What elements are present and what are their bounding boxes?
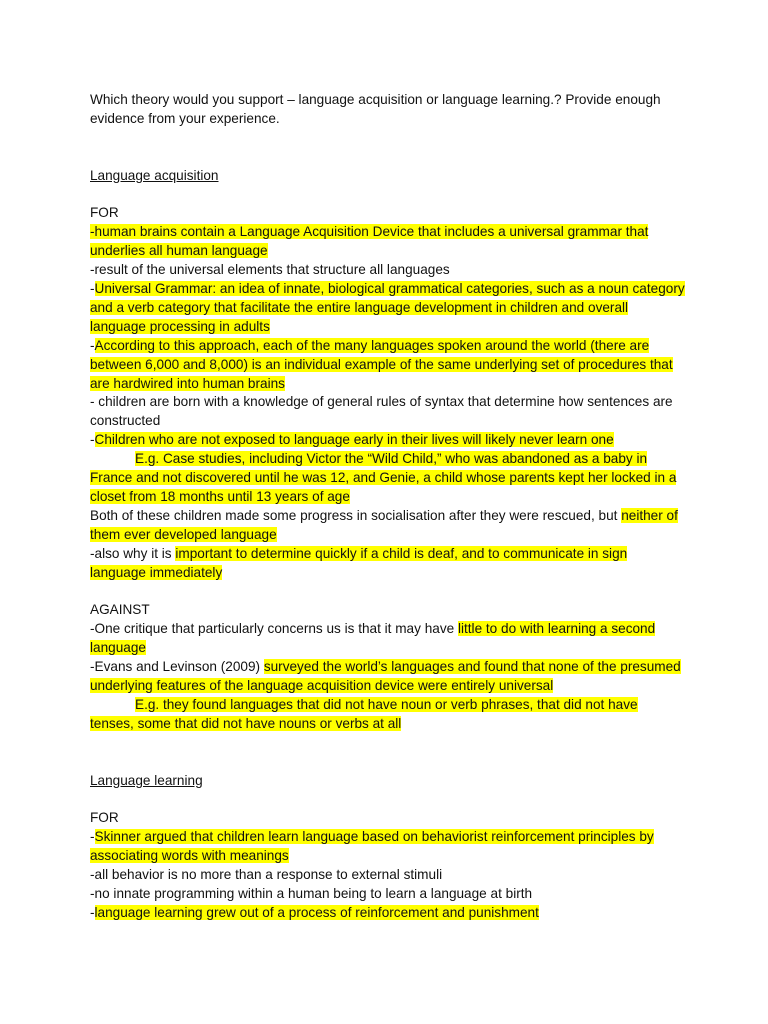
acq-for-example <box>90 450 685 507</box>
acq-against-point-1 <box>90 620 685 658</box>
spacer <box>90 583 685 602</box>
acq-for-point-8 <box>90 507 685 545</box>
highlighted-text: E.g. they found languages that did not have noun or verb phrases, that did not have tenses, some that did not have nouns or verbs at all <box>90 696 638 731</box>
acq-for-point-1 <box>90 223 685 261</box>
spacer <box>90 790 685 809</box>
question-text: Which theory would you support – language acquisition or language learning.? Provide enough evidence from your experience. <box>90 92 661 126</box>
highlighted-text: Skinner argued that children learn language based on behaviorist reinforcement principles by associating words with meanings <box>90 829 654 864</box>
section-heading-acquisition: Language acquisition <box>90 167 219 183</box>
highlighted-text: Children who are not exposed to language early in their lives will likely never learn one <box>94 432 614 448</box>
spacer <box>90 129 685 167</box>
highlighted-text <box>90 451 676 504</box>
spacer <box>90 186 685 205</box>
plain-text: -One critique that particularly concerns us is that it may have <box>90 621 458 637</box>
bullet-dash: - <box>90 829 95 845</box>
acq-for-point-9 <box>90 545 685 583</box>
document-page <box>90 91 685 923</box>
highlighted-text: neither of them ever developed language <box>90 507 678 542</box>
learn-for-point-4 <box>90 904 685 923</box>
plain-text: Both of these children made some progress in socialisation after they were rescued, but <box>90 507 622 523</box>
highlighted-text: little to do with learning a second language <box>90 621 656 656</box>
bullet-dash: - <box>90 904 95 920</box>
bullet-dash: - <box>90 337 95 353</box>
highlighted-text: Universal Grammar: an idea of innate, biological grammatical categories, such as a noun category and a verb category that facilitate the entire language development in children and overall language processing in adults <box>90 281 685 334</box>
bullet-dash: - <box>90 281 95 297</box>
learn-for-point-1 <box>90 828 685 866</box>
plain-text: -also why it is <box>90 545 176 561</box>
learn-for-point-3: -no innate programming within a human being to learn a language at birth <box>90 885 533 901</box>
example-text: E.g. Case studies, including Victor the “Wild Child,” who was abandoned as a baby in France and not discovered until he was 12, and Genie, a child whose parents kept her locked in a closet from 18 months until 13 years of age <box>90 451 677 504</box>
learn-for-point-2: -all behavior is no more than a response to external stimuli <box>90 867 443 883</box>
acq-for-point-2: -result of the universal elements that structure all languages <box>90 262 450 278</box>
spacer <box>90 734 685 772</box>
bullet-dash: - <box>90 432 95 448</box>
acq-against-example <box>90 696 685 734</box>
for-label: FOR <box>90 810 119 826</box>
acq-for-point-5: - children are born with a knowledge of general rules of syntax that determine how sentences are constructed <box>90 394 673 429</box>
highlighted-text: According to this approach, each of the many languages spoken around the world (there are between 6,000 and 8,000) is an individual example of the same underlying set of procedures that are hardwired into human brains <box>90 337 673 391</box>
against-label: AGAINST <box>90 602 150 618</box>
plain-text: -Evans and Levinson (2009) <box>90 659 264 675</box>
acq-against-point-2 <box>90 658 685 696</box>
highlighted-text: surveyed the world’s languages and found that none of the presumed underlying features of the language acquisition device were entirely universal <box>90 659 681 694</box>
section-heading-learning: Language learning <box>90 772 203 788</box>
highlighted-text: important to determine quickly if a child is deaf, and to communicate in sign language immediately <box>90 545 628 580</box>
for-label: FOR <box>90 205 119 221</box>
acq-for-point-4 <box>90 337 685 394</box>
highlighted-text: -human brains contain a Language Acquisition Device that includes a universal grammar that underlies all human language <box>90 224 649 259</box>
highlighted-text: language learning grew out of a process of reinforcement and punishment <box>94 904 539 920</box>
acq-for-point-6 <box>90 431 685 450</box>
acq-for-point-3 <box>90 280 685 337</box>
